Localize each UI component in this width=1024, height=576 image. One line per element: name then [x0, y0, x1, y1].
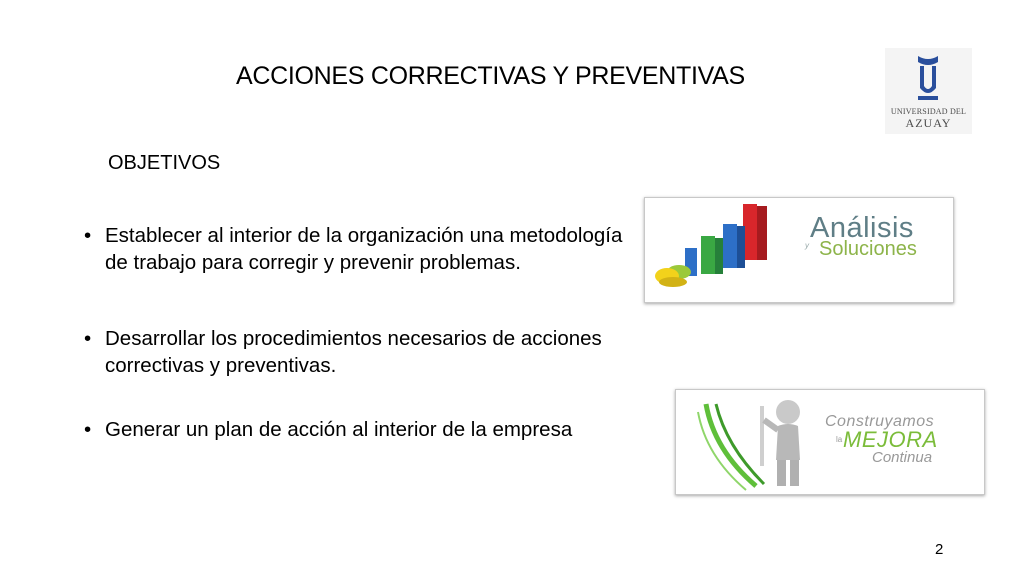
logo-text-line1: UNIVERSIDAD DEL — [890, 107, 967, 116]
logo-text-line2: AZUAY — [905, 116, 952, 130]
puzzle-bar-chart-icon — [645, 198, 795, 302]
objectives-list — [84, 222, 644, 443]
section-subtitle: OBJETIVOS — [108, 152, 221, 174]
analysis-solutions-image — [644, 197, 954, 303]
continuous-improvement-image — [675, 389, 985, 495]
university-logo — [885, 48, 972, 134]
image-text-continuous: Continua — [872, 449, 933, 466]
person-whiteboard-icon — [676, 390, 826, 494]
image-text-the: la — [836, 435, 843, 444]
image-text-analysis: Análisis — [810, 212, 914, 244]
slide-title: ACCIONES CORRECTIVAS Y PREVENTIVAS — [236, 62, 745, 90]
list-item: • Generar un plan de acción al interior de la empresa — [84, 416, 644, 443]
university-emblem-icon — [885, 48, 972, 106]
image-text-lets-build: Construyamos — [825, 413, 935, 430]
page-number: 2 — [935, 541, 944, 558]
list-item: • Establecer al interior de la organización una metodología de trabajo para corregir y prevenir problemas. — [84, 222, 644, 276]
image-text-and: y — [805, 241, 809, 250]
image-text-improvement: MEJORA — [843, 427, 938, 452]
image-text-solutions: Soluciones — [819, 238, 917, 260]
list-item: • Desarrollar los procedimientos necesarios de acciones correctivas y preventivas. — [84, 325, 644, 379]
